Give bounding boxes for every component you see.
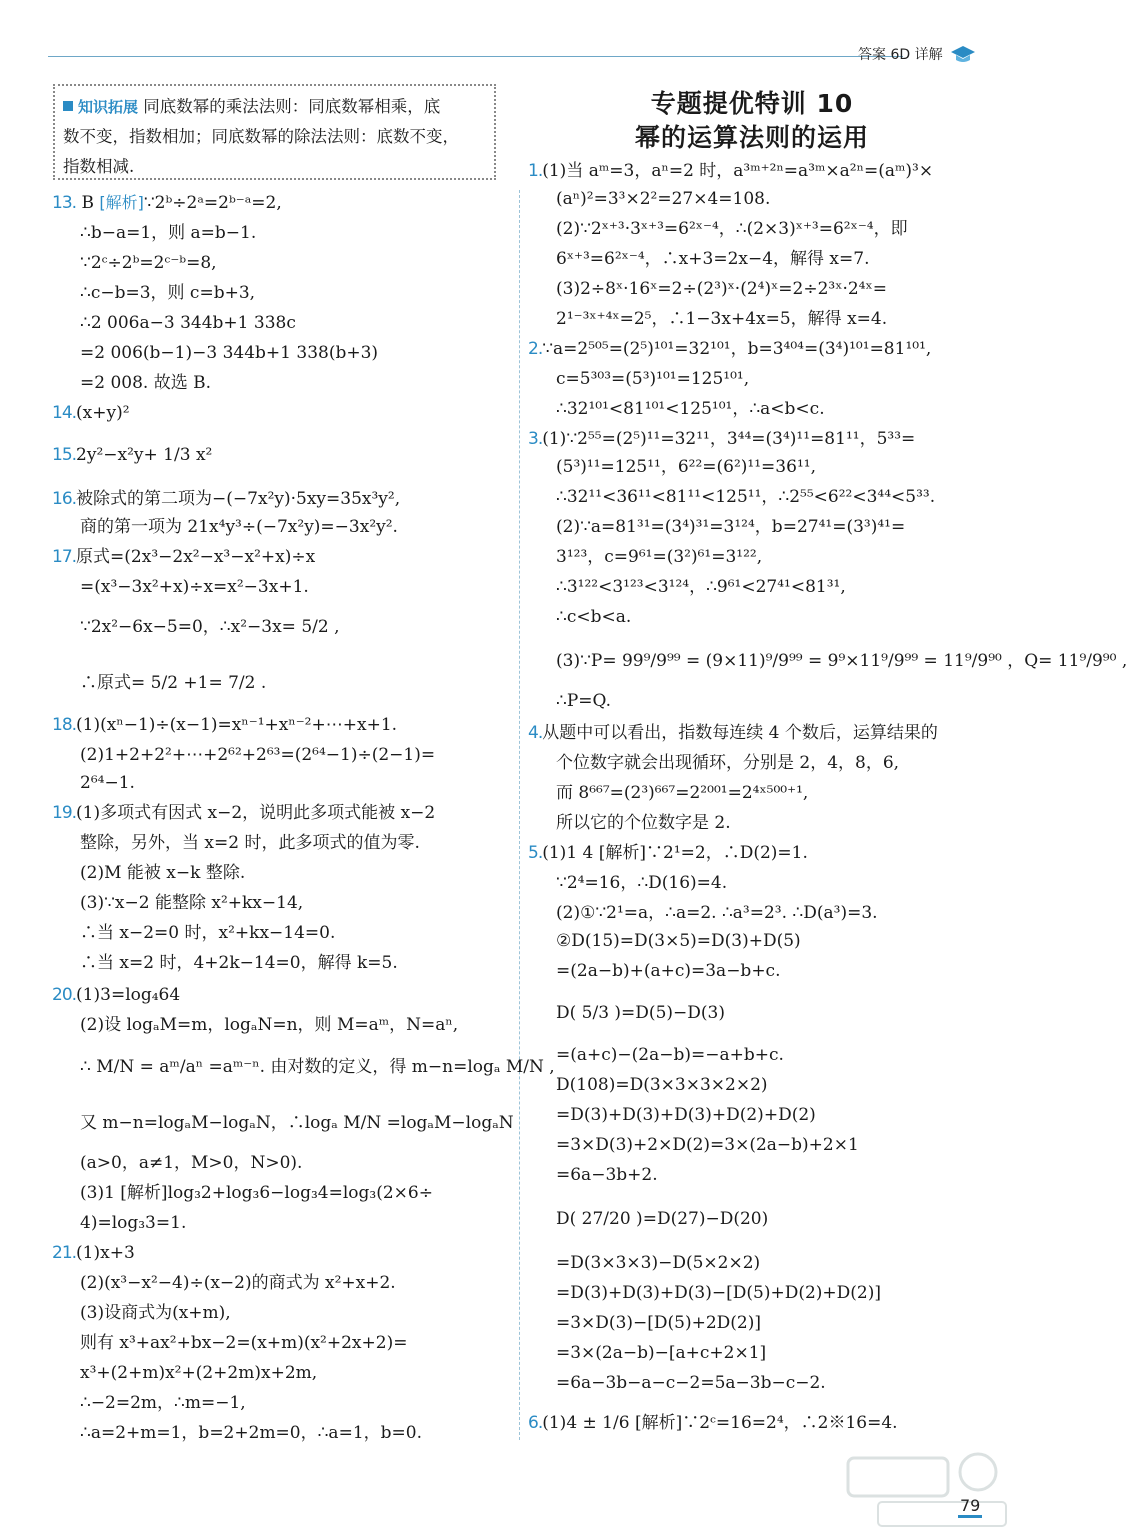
line-text: 原式=(2x³−2x²−x³−x²+x)÷x — [76, 547, 316, 567]
right-line — [528, 604, 631, 630]
line-text: =6a−3b+2. — [556, 1165, 658, 1185]
line-text: 从题中可以看出，指数每连续 4 个数后，运算结果的 — [542, 723, 938, 743]
line-text: =3×(2a−b)−[a+c+2×1] — [556, 1343, 767, 1363]
left-line — [52, 574, 309, 600]
right-line — [528, 454, 816, 480]
left-line — [52, 310, 296, 336]
right-line — [528, 514, 905, 540]
line-text: ∴b−a=1，则 a=b−1. — [80, 223, 257, 243]
left-line — [52, 514, 398, 540]
left-line — [52, 1150, 302, 1176]
right-line — [528, 574, 846, 600]
line-text: (2)∵a=81³¹=(3⁴)³¹=3¹²⁴，b=27⁴¹=(3³)⁴¹= — [556, 517, 906, 537]
item-number: 3. — [528, 429, 543, 449]
left-line — [52, 1360, 317, 1386]
left-line — [52, 1054, 555, 1080]
left-line — [52, 742, 435, 768]
item-number: 16. — [52, 489, 77, 509]
left-line — [52, 280, 255, 306]
line-text: D( 27/20 )=D(27)−D(20) — [556, 1209, 769, 1229]
right-line — [528, 186, 770, 212]
line-text: =6a−3b−a−c−2=5a−3b−c−2. — [556, 1373, 826, 1393]
line-text: ∵a=2⁵⁰⁵=(2⁵)¹⁰¹=32¹⁰¹，b=3⁴⁰⁴=(3⁴)¹⁰¹=81¹⁰¹, — [542, 339, 932, 359]
right-line — [528, 900, 878, 926]
line-text: =D(3×3×3)−D(5×2×2) — [556, 1253, 761, 1273]
line-text: (1)∵2⁵⁵=(2⁵)¹¹=32¹¹，3⁴⁴=(3⁴)¹¹=81¹¹，5³³= — [542, 429, 916, 449]
left-line — [52, 442, 212, 468]
right-line — [528, 1102, 816, 1128]
line-text: (3)2÷8ˣ·16ˣ=2÷(2³)ˣ·(2⁴)ˣ=2÷2³ˣ·2⁴ˣ= — [556, 279, 887, 299]
left-line — [52, 1110, 514, 1136]
right-line — [528, 720, 938, 746]
line-text: =2 006(b−1)−3 344b+1 338(b+3) — [80, 343, 379, 363]
line-text: 又 m−n=logₐM−logₐN，∴logₐ M/N =logₐM−logₐN — [80, 1113, 514, 1133]
line-text: (a>0，a≠1，M>0，N>0). — [80, 1153, 303, 1173]
line-text: (1)4 ± 1/6 [解析]∵2ᶜ=16=2⁴，∴2※16=4. — [542, 1413, 898, 1433]
section-subtitle: 幂的运算法则的运用 — [634, 123, 869, 152]
left-line — [52, 486, 400, 512]
left-line — [52, 800, 435, 826]
line-text: (2)∵2ˣ⁺³·3ˣ⁺³=6²ˣ⁻⁴，∴(2×3)ˣ⁺³=6²ˣ⁻⁴，即 — [556, 219, 908, 239]
line-text: D(108)=D(3×3×3×2×2) — [556, 1075, 768, 1095]
right-line — [528, 306, 887, 332]
left-line — [52, 950, 398, 976]
line-text: ∴当 x−2=0 时，x²+kx−14=0. — [80, 923, 336, 943]
line-text: (1)3=log₄64 — [76, 985, 181, 1005]
left-line — [52, 830, 420, 856]
line-text: ∴a=2+m=1，b=2+2m=0，∴a=1，b=0. — [80, 1423, 422, 1443]
line-text: 2⁶⁴−1. — [80, 773, 135, 793]
right-line — [528, 158, 933, 184]
item-number: 1. — [528, 161, 543, 181]
right-line — [528, 1250, 760, 1276]
line-text: (1)(xⁿ−1)÷(x−1)=xⁿ⁻¹+xⁿ⁻²+⋯+x+1. — [76, 715, 398, 735]
left-line — [52, 670, 266, 696]
right-line — [528, 810, 731, 836]
item-number: 15. — [52, 445, 77, 465]
line-text: 所以它的个位数字是 2. — [556, 813, 731, 833]
left-line — [52, 1390, 246, 1416]
item-number: 2. — [528, 339, 543, 359]
line-text: (2)设 logₐM=m，logₐN=n，则 M=aᵐ，N=aⁿ, — [80, 1015, 459, 1035]
right-line — [528, 1162, 658, 1188]
right-line — [528, 1310, 761, 1336]
right-line — [528, 1410, 898, 1436]
line-text: ∴原式= 5/2 +1= 7/2 . — [80, 673, 267, 693]
right-line — [528, 870, 727, 896]
header-label: 答案 6D 详解 — [858, 47, 943, 63]
line-text: 2y²−x²y+ 1/3 x² — [76, 445, 213, 465]
left-line — [52, 250, 217, 276]
right-line — [528, 246, 870, 272]
line-text: 被除式的第二项为−(−7x²y)·5xy=35x³y², — [76, 489, 401, 509]
left-line — [52, 1240, 135, 1266]
line-text: (1)x+3 — [76, 1243, 135, 1263]
line-text: =(2a−b)+(a+c)=3a−b+c. — [556, 961, 781, 981]
right-line — [528, 544, 762, 570]
right-line — [528, 840, 808, 866]
right-line — [528, 688, 611, 714]
left-line — [52, 190, 282, 216]
line-text: ∴2 006a−3 344b+1 338c — [80, 313, 296, 333]
line-text: ∵2⁴=16，∴D(16)=4. — [556, 873, 728, 893]
line-text: (2)1+2+2²+⋯+2⁶²+2⁶³=(2⁶⁴−1)÷(2−1)= — [80, 745, 436, 765]
watermark-logo — [828, 1450, 1008, 1530]
line-text: 2¹⁻³ˣ⁺⁴ˣ=2⁵，∴1−3x+4x=5，解得 x=4. — [556, 309, 888, 329]
right-line — [528, 1340, 766, 1366]
line-text: ∴P=Q. — [556, 691, 611, 711]
analysis-tag: [解析] — [99, 193, 144, 212]
right-line — [528, 484, 935, 510]
left-line — [52, 340, 378, 366]
left-line — [52, 1012, 458, 1038]
line-text: (x+y)² — [76, 403, 130, 423]
item-number: 18. — [52, 715, 77, 735]
line-text: =D(3)+D(3)+D(3)+D(2)+D(2) — [556, 1105, 816, 1125]
line-text: (aⁿ)²=3³×2²=27×4=108. — [556, 189, 771, 209]
line-text: (1)多项式有因式 x−2，说明此多项式能被 x−2 — [76, 803, 436, 823]
line-text: ∴32¹⁰¹<81¹⁰¹<125¹⁰¹，∴a<b<c. — [556, 399, 825, 419]
right-line — [528, 1000, 725, 1026]
line-text: ∴3¹²²<3¹²³<3¹²⁴，∴9⁶¹<27⁴¹<81³¹, — [556, 577, 846, 597]
right-line — [528, 336, 931, 362]
line-text: (2)①∵2¹=a，∴a=2. ∴a³=2³. ∴D(a³)=3. — [556, 903, 878, 923]
line-text: (3)1 [解析]log₃2+log₃6−log₃4=log₃(2×6÷ — [80, 1183, 433, 1203]
item-number: 19. — [52, 803, 77, 823]
right-line — [528, 1370, 826, 1396]
line-text: x³+(2+m)x²+(2+2m)x+2m, — [80, 1363, 318, 1383]
line-text: ∴ M/N = aᵐ/aⁿ =aᵐ⁻ⁿ. 由对数的定义，得 m−n=logₐ M/N , — [80, 1057, 555, 1077]
left-line — [52, 1300, 231, 1326]
line-text: =(a+c)−(2a−b)=−a+b+c. — [556, 1045, 784, 1065]
line-text: ∵2ᶜ÷2ᵇ=2ᶜ⁻ᵇ=8, — [80, 253, 217, 273]
left-line — [52, 1180, 433, 1206]
line-text: (1)当 aᵐ=3，aⁿ=2 时，a³ᵐ⁺²ⁿ=a³ᵐ×a²ⁿ=(aᵐ)³× — [542, 161, 934, 181]
item-number: 6. — [528, 1413, 543, 1433]
left-line — [52, 860, 245, 886]
left-line — [52, 614, 339, 640]
item-number: 5. — [528, 843, 543, 863]
line-text: 则有 x³+ax²+bx−2=(x+m)(x²+2x+2)= — [80, 1333, 408, 1353]
line-text: (3)∵x−2 能整除 x²+kx−14, — [80, 893, 304, 913]
left-line — [52, 770, 135, 796]
knowledge-extension-tag: 知识拓展 — [63, 92, 138, 122]
line-text: ∵2x²−6x−5=0，∴x²−3x= 5/2 , — [80, 617, 340, 637]
line-text: =2 008. 故选 B. — [80, 373, 212, 393]
line-text: ∴当 x=2 时，4+2k−14=0，解得 k=5. — [80, 953, 398, 973]
line-text: (5³)¹¹=125¹¹，6²²=(6²)¹¹=36¹¹, — [556, 457, 816, 477]
answer-choice: B — [76, 193, 100, 213]
line-text: 6ˣ⁺³=6²ˣ⁻⁴，∴x+3=2x−4，解得 x=7. — [556, 249, 870, 269]
line-text: c=5³⁰³=(5³)¹⁰¹=125¹⁰¹, — [556, 369, 750, 389]
line-text: (3)设商式为(x+m), — [80, 1303, 231, 1323]
right-line — [528, 958, 781, 984]
note-line-3: 指数相减. — [63, 157, 135, 176]
item-number: 21. — [52, 1243, 77, 1263]
line-text: ∴c−b=3，则 c=b+3, — [80, 283, 256, 303]
right-line — [528, 1072, 768, 1098]
line-text: 而 8⁶⁶⁷=(2³)⁶⁶⁷=2²⁰⁰¹=2⁴ˣ⁵⁰⁰⁺¹, — [556, 783, 809, 803]
left-line — [52, 220, 256, 246]
section-title: 专题提优特训 10 — [650, 89, 854, 118]
line-text: 3¹²³，c=9⁶¹=(3²)⁶¹=3¹²², — [556, 547, 763, 567]
right-line — [528, 426, 915, 452]
left-line — [52, 920, 335, 946]
left-line — [52, 1210, 186, 1236]
line-text: ∴32¹¹<36¹¹<81¹¹<125¹¹，∴2⁵⁵<6²²<3⁴⁴<5³³. — [556, 487, 936, 507]
line-text: D( 5/3 )=D(5)−D(3) — [556, 1003, 725, 1023]
right-line — [528, 1042, 784, 1068]
right-line — [528, 648, 1127, 674]
item-number: 4. — [528, 723, 543, 743]
graduation-cap-icon — [950, 44, 976, 66]
line-text: (2)M 能被 x−k 整除. — [80, 863, 246, 883]
left-line — [52, 712, 397, 738]
line-text: 商的第一项为 21x⁴y³÷(−7x²y)=−3x²y². — [80, 517, 398, 537]
item-number: 20. — [52, 985, 77, 1005]
line-text: =D(3)+D(3)+D(3)−[D(5)+D(2)+D(2)] — [556, 1283, 881, 1303]
line-text: 4)=log₃3=1. — [80, 1213, 187, 1233]
page-number: 79 — [958, 1496, 982, 1518]
line-text: ∵2ᵇ÷2ᵃ=2ᵇ⁻ᵃ=2, — [143, 193, 282, 213]
line-text: =3×D(3)+2×D(2)=3×(2a−b)+2×1 — [556, 1135, 859, 1155]
note-line-2: 数不变，指数相加；同底数幂的除法法则：底数不变， — [63, 127, 459, 146]
left-line — [52, 1420, 422, 1446]
right-line — [528, 1206, 768, 1232]
line-text: (2)(x³−x²−4)÷(x−2)的商式为 x²+x+2. — [80, 1273, 396, 1293]
knowledge-extension-box — [53, 84, 496, 180]
line-text: ②D(15)=D(3×5)=D(3)+D(5) — [556, 931, 801, 951]
line-text: 整除，另外，当 x=2 时，此多项式的值为零. — [80, 833, 420, 853]
right-line — [528, 366, 749, 392]
right-line — [528, 276, 887, 302]
left-line — [52, 544, 315, 570]
right-line — [528, 396, 825, 422]
right-line — [528, 216, 908, 242]
item-number: 13. — [52, 193, 77, 213]
line-text: (1)1 4 [解析]∵2¹=2，∴D(2)=1. — [542, 843, 808, 863]
line-text: 个位数字就会出现循环，分别是 2，4，8，6, — [556, 753, 900, 773]
column-divider — [519, 190, 520, 1440]
right-line — [528, 1280, 881, 1306]
item-number: 17. — [52, 547, 77, 567]
left-line — [52, 1330, 407, 1356]
right-line — [528, 780, 808, 806]
line-text: ∴−2=2m，∴m=−1, — [80, 1393, 246, 1413]
line-text: =3×D(3)−[D(5)+2D(2)] — [556, 1313, 762, 1333]
note-line-1: 同底数幂的乘法法则：同底数幂相乘，底 — [143, 97, 441, 116]
line-text: ∴c<b<a. — [556, 607, 632, 627]
right-line — [528, 750, 899, 776]
left-line — [52, 982, 180, 1008]
right-line — [528, 1132, 859, 1158]
header-rule — [48, 56, 903, 57]
right-line — [528, 928, 801, 954]
left-line — [52, 370, 211, 396]
line-text: =(x³−3x²+x)÷x=x²−3x+1. — [80, 577, 309, 597]
item-number: 14. — [52, 403, 77, 423]
left-line — [52, 890, 303, 916]
left-line — [52, 1270, 396, 1296]
left-line — [52, 400, 130, 426]
line-text: (3)∵P= 99⁹/9⁹⁹ = (9×11)⁹/9⁹⁹ = 9⁹×11⁹/9⁹⁹ = 11⁹/9⁹⁰ ，Q= 11⁹/9⁹⁰ , — [556, 651, 1127, 671]
